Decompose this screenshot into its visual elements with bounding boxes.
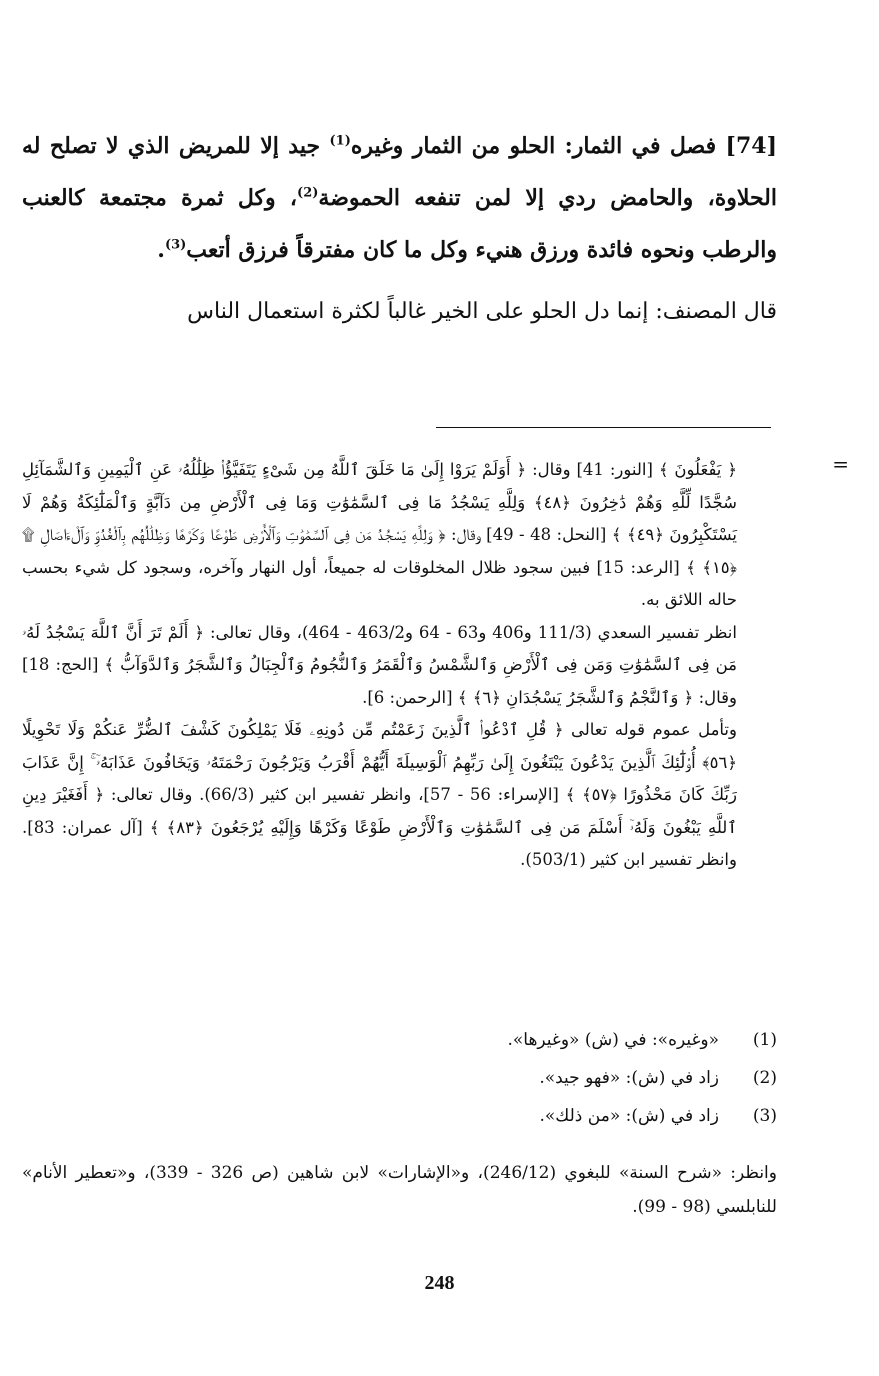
footnote-text: زاد في (ش): «من ذلك». — [539, 1106, 719, 1126]
footnote-ref-3[interactable]: (3) — [164, 237, 187, 253]
main-text — [22, 120, 777, 338]
main-text-segment: ، وكل ثمرة مجتمعة كالعنب والرطب ونحوه فائدة ورزق هنيء وكل ما كان مفترقاً فرزق أتعب — [22, 185, 777, 263]
footnote-ref-1[interactable]: (1) — [329, 133, 351, 149]
section-number: [74] — [716, 133, 777, 159]
footnote-number: (1) — [752, 1030, 777, 1050]
main-paragraph-1 — [22, 120, 777, 276]
footnote-number: (3) — [752, 1106, 777, 1126]
footnotes-list — [22, 1021, 777, 1135]
main-paragraph-2: قال المصنف: إنما دل الحلو على الخير غالباً لكثرة استعمال الناس — [187, 299, 777, 324]
footnote-paragraph-3: وتأمل عموم قوله تعالى ﴿ قُلِ ٱدْعُوا۟ ٱلَّذِينَ زَعَمْتُم مِّن دُونِهِۦ فَلَا يَمْلِكُونَ كَشْفَ ٱلضُّرِّ عَنكُمْ وَلَا تَحْوِيلًا ﴿٥٦﴾ أُو۟لَٰٓئِكَ ٱلَّذِينَ يَدْعُونَ يَبْتَغُونَ إِلَىٰ رَبِّهِمُ ٱلْوَسِيلَةَ أَيُّهُمْ أَقْرَبُ وَيَرْجُونَ رَحْمَتَهُۥ وَيَخَافُونَ عَذَابَهُۥٓ ۚ إِنَّ عَذَابَ رَبِّكَ كَانَ مَحْذُورًا ﴿٥٧﴾ ﴾ [الإسراء: 56 - 57]، وانظر تفسير ابن كثير (66/3). وقال تعالى: ﴿ أَفَغَيْرَ دِينِ ٱللَّهِ يَبْغُونَ وَلَهُۥٓ أَسْلَمَ مَن فِى ٱلسَّمَٰوَٰتِ وَٱلْأَرْضِ طَوْعًا وَكَرْهًا وَإِلَيْهِ يُرْجَعُونَ ﴿٨٣﴾ ﴾ [آل عمران: 83]. وانظر تفسير ابن كثير (503/1). — [22, 720, 738, 869]
footnote-text: «وغيره»: في (ش) «وغيرها». — [507, 1030, 719, 1050]
footnote-1 — [22, 1021, 777, 1059]
main-text-segment: جيد إلا للمريض الذي لا تصلح له الحلاوة، والحامض ردي إلا لمن تنفعه الحموضة — [22, 133, 777, 211]
page-number: 248 — [424, 1272, 455, 1294]
main-text-segment: . — [157, 237, 165, 263]
footnote-paragraph-2: انظر تفسير السعدي (111/3 و406 و63 - 64 و463/2 - 464)، وقال تعالى: ﴿ أَلَمْ تَرَ أَنَّ ٱللَّهَ يَسْجُدُ لَهُۥ مَن فِى ٱلسَّمَٰوَٰتِ وَمَن فِى ٱلْأَرْضِ وَٱلشَّمْسُ وَٱلْقَمَرُ وَٱلنُّجُومُ وَٱلْجِبَالُ وَٱلشَّجَرُ وَٱلدَّوَآبُّ ﴾ [الحج: 18] وقال: ﴿ وَٱلنَّجْمُ وَٱلشَّجَرُ يَسْجُدَانِ ﴿٦﴾ ﴾ [الرحمن: 6]. — [22, 622, 737, 707]
footnote-text: زاد في (ش): «فهو جيد». — [539, 1068, 719, 1088]
footnote-2 — [22, 1059, 777, 1097]
continued-footnote — [22, 454, 737, 877]
footnote-paragraph-1: ﴿ يَفْعَلُونَ ﴾ [النور: 41] وقال: ﴿ أَوَلَمْ يَرَوْا إِلَىٰ مَا خَلَقَ ٱللَّهُ مِن شَىْءٍ يَتَفَيَّؤُا۟ ظِلَٰلُهُۥ عَنِ ٱلْيَمِينِ وَٱلشَّمَآئِلِ سُجَّدًا لِّلَّهِ وَهُمْ دَٰخِرُونَ ﴿٤٨﴾ وَلِلَّهِ يَسْجُدُ مَا فِى ٱلسَّمَٰوَٰتِ وَمَا فِى ٱلْأَرْضِ مِن دَآبَّةٍ وَٱلْمَلَٰٓئِكَةُ وَهُمْ لَا يَسْتَكْبِرُونَ ﴿٤٩﴾ ﴾ [النحل: 48 - 49] وقال: ﴿ وَلِلَّهِ يَسْجُدُ مَن فِى ٱلسَّمَٰوَٰتِ وَٱلْأَرْضِ طَوْعًا وَكَرْهًا وَظِلَٰلُهُم بِٱلْغُدُوِّ وَٱلْءَاصَالِ ۩ ﴿١٥﴾ ﴾ [الرعد: 15] فبين سجود ظلال المخلوقات له جميعاً، أول النهار وآخره، وسجود كل شيء بحسب حاله اللائق به. — [22, 460, 737, 609]
footnote-number: (2) — [752, 1068, 777, 1088]
footnote-divider — [436, 427, 771, 428]
footnote-3 — [22, 1097, 777, 1135]
additional-reference: وانظر: «شرح السنة» للبغوي (246/12)، و«الإشارات» لابن شاهين (ص 326 - 339)، و«تعطير الأنام» للنابلسي (98 - 99). — [22, 1163, 777, 1217]
section-heading: فصل — [669, 133, 717, 159]
continuation-marker: = — [832, 452, 849, 476]
footnote-ref-2[interactable]: (2) — [297, 185, 319, 201]
main-text-segment: في الثمار: الحلو من الثمار وغيره — [350, 133, 670, 159]
